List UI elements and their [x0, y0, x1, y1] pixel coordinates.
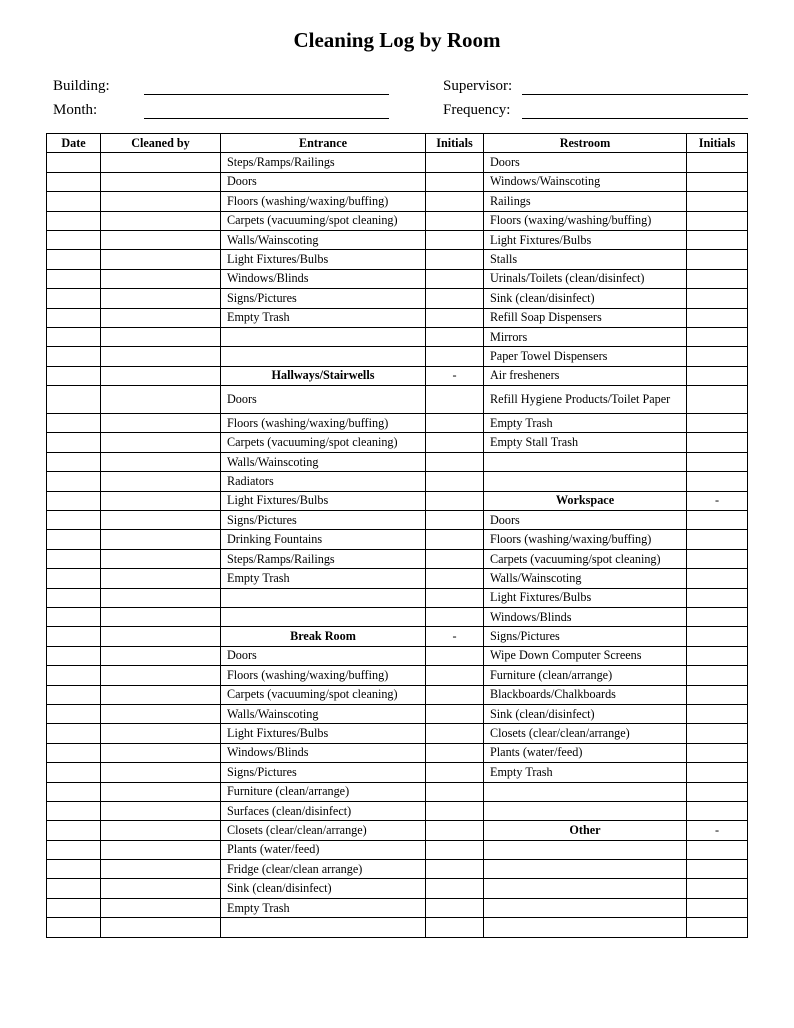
cleaned-by-cell[interactable]	[101, 472, 221, 491]
cleaned-by-cell[interactable]	[101, 801, 221, 820]
table-row	[47, 821, 748, 840]
task-cell: Air fresheners	[484, 366, 687, 385]
building-field[interactable]	[144, 94, 389, 95]
column-header-initials: Initials	[687, 134, 748, 153]
table-row	[47, 898, 748, 917]
initials-cell[interactable]	[687, 724, 748, 743]
initials-cell[interactable]	[687, 230, 748, 249]
date-cell[interactable]	[47, 433, 101, 452]
initials-cell[interactable]	[687, 666, 748, 685]
initials-cell[interactable]	[687, 308, 748, 327]
column-header-cleaned-by: Cleaned by	[101, 134, 221, 153]
column-header-initials: Initials	[426, 134, 484, 153]
cleaned-by-cell[interactable]	[101, 549, 221, 568]
task-cell: Empty Trash	[484, 414, 687, 433]
initials-cell[interactable]	[687, 879, 748, 898]
task-cell: Carpets (vacuuming/spot cleaning)	[221, 211, 426, 230]
table-row	[47, 269, 748, 288]
task-cell: Closets (clear/clean/arrange)	[484, 724, 687, 743]
task-cell	[484, 782, 687, 801]
table-row	[47, 530, 748, 549]
initials-cell[interactable]	[426, 347, 484, 366]
task-cell	[221, 347, 426, 366]
initials-cell[interactable]	[426, 704, 484, 723]
cleaned-by-cell[interactable]	[101, 414, 221, 433]
initials-cell[interactable]	[687, 743, 748, 762]
table-row	[47, 569, 748, 588]
task-cell: Walls/Wainscoting	[221, 452, 426, 471]
table-row	[47, 607, 748, 626]
cleaned-by-cell[interactable]	[101, 211, 221, 230]
initials-cell[interactable]	[426, 511, 484, 530]
date-cell[interactable]	[47, 250, 101, 269]
task-cell: Blackboards/Chalkboards	[484, 685, 687, 704]
date-cell[interactable]	[47, 666, 101, 685]
task-cell	[484, 452, 687, 471]
task-cell: Floors (washing/waxing/buffing)	[221, 192, 426, 211]
initials-cell[interactable]	[687, 840, 748, 859]
initials-cell: -	[687, 821, 748, 840]
date-cell[interactable]	[47, 588, 101, 607]
initials-cell[interactable]	[687, 386, 748, 414]
cleaned-by-cell[interactable]	[101, 918, 221, 937]
cleaned-by-cell[interactable]	[101, 192, 221, 211]
cleaned-by-cell[interactable]	[101, 269, 221, 288]
task-cell	[484, 918, 687, 937]
initials-cell[interactable]	[426, 840, 484, 859]
date-cell[interactable]	[47, 821, 101, 840]
task-cell: Walls/Wainscoting	[484, 569, 687, 588]
date-cell[interactable]	[47, 386, 101, 414]
initials-cell[interactable]	[687, 433, 748, 452]
task-cell	[221, 327, 426, 346]
table-row	[47, 840, 748, 859]
date-cell[interactable]	[47, 211, 101, 230]
section-heading: Break Room	[221, 627, 426, 646]
task-cell: Empty Trash	[484, 763, 687, 782]
task-cell: Fridge (clear/clean arrange)	[221, 860, 426, 879]
task-cell	[484, 472, 687, 491]
initials-cell[interactable]	[687, 588, 748, 607]
task-cell: Furniture (clean/arrange)	[484, 666, 687, 685]
task-cell	[221, 918, 426, 937]
table-row	[47, 211, 748, 230]
month-label: Month:	[53, 102, 98, 118]
initials-cell[interactable]	[426, 230, 484, 249]
date-cell[interactable]	[47, 549, 101, 568]
building-label: Building:	[53, 78, 110, 94]
cleaned-by-cell[interactable]	[101, 386, 221, 414]
table-row	[47, 452, 748, 471]
initials-cell[interactable]	[426, 433, 484, 452]
date-cell[interactable]	[47, 743, 101, 762]
cleaned-by-cell[interactable]	[101, 666, 221, 685]
cleaned-by-cell[interactable]	[101, 685, 221, 704]
initials-cell[interactable]	[426, 250, 484, 269]
initials-cell[interactable]	[687, 918, 748, 937]
initials-cell[interactable]	[426, 743, 484, 762]
table-row	[47, 860, 748, 879]
date-cell[interactable]	[47, 308, 101, 327]
initials-cell[interactable]	[687, 530, 748, 549]
initials-cell[interactable]	[426, 153, 484, 172]
column-header-restroom: Restroom	[484, 134, 687, 153]
task-cell: Floors (waxing/washing/buffing)	[484, 211, 687, 230]
cleaned-by-cell[interactable]	[101, 763, 221, 782]
table-row	[47, 918, 748, 937]
frequency-label: Frequency:	[443, 102, 511, 118]
initials-cell[interactable]	[426, 172, 484, 191]
date-cell[interactable]	[47, 472, 101, 491]
task-cell: Light Fixtures/Bulbs	[221, 491, 426, 510]
date-cell[interactable]	[47, 918, 101, 937]
date-cell[interactable]	[47, 289, 101, 308]
initials-cell: -	[687, 491, 748, 510]
cleaned-by-cell[interactable]	[101, 860, 221, 879]
task-cell	[484, 860, 687, 879]
initials-cell[interactable]	[426, 472, 484, 491]
cleaned-by-cell[interactable]	[101, 743, 221, 762]
initials-cell[interactable]	[687, 549, 748, 568]
initials-cell[interactable]	[426, 860, 484, 879]
initials-cell: -	[426, 627, 484, 646]
task-cell: Windows/Blinds	[221, 743, 426, 762]
initials-cell[interactable]	[426, 879, 484, 898]
table-row	[47, 308, 748, 327]
date-cell[interactable]	[47, 452, 101, 471]
initials-cell[interactable]	[687, 685, 748, 704]
task-cell: Signs/Pictures	[221, 511, 426, 530]
date-cell[interactable]	[47, 366, 101, 385]
task-cell: Carpets (vacuuming/spot cleaning)	[221, 685, 426, 704]
supervisor-field[interactable]	[522, 94, 748, 95]
table-row	[47, 646, 748, 665]
initials-cell[interactable]	[426, 588, 484, 607]
task-cell: Plants (water/feed)	[221, 840, 426, 859]
initials-cell[interactable]	[687, 347, 748, 366]
task-cell: Floors (washing/waxing/buffing)	[484, 530, 687, 549]
section-heading: Hallways/Stairwells	[221, 366, 426, 385]
cleaned-by-cell[interactable]	[101, 879, 221, 898]
section-heading: Other	[484, 821, 687, 840]
task-cell	[221, 588, 426, 607]
cleaned-by-cell[interactable]	[101, 452, 221, 471]
initials-cell[interactable]	[687, 801, 748, 820]
table-row	[47, 685, 748, 704]
table-row	[47, 386, 748, 414]
task-cell: Carpets (vacuuming/spot cleaning)	[484, 549, 687, 568]
cleaned-by-cell[interactable]	[101, 627, 221, 646]
initials-cell[interactable]	[426, 898, 484, 917]
initials-cell[interactable]	[426, 763, 484, 782]
table-row	[47, 666, 748, 685]
cleaned-by-cell[interactable]	[101, 821, 221, 840]
table-row	[47, 433, 748, 452]
cleaned-by-cell[interactable]	[101, 588, 221, 607]
initials-cell[interactable]	[426, 491, 484, 510]
initials-cell[interactable]	[687, 250, 748, 269]
task-cell: Surfaces (clean/disinfect)	[221, 801, 426, 820]
task-cell: Doors	[484, 511, 687, 530]
initials-cell[interactable]	[687, 327, 748, 346]
cleaned-by-cell[interactable]	[101, 347, 221, 366]
initials-cell[interactable]	[426, 782, 484, 801]
task-cell: Railings	[484, 192, 687, 211]
task-cell: Windows/Blinds	[221, 269, 426, 288]
initials-cell[interactable]	[687, 366, 748, 385]
date-cell[interactable]	[47, 569, 101, 588]
task-cell: Signs/Pictures	[221, 763, 426, 782]
initials-cell[interactable]	[426, 192, 484, 211]
table-row	[47, 511, 748, 530]
task-cell: Empty Trash	[221, 308, 426, 327]
task-cell	[484, 879, 687, 898]
task-cell: Wipe Down Computer Screens	[484, 646, 687, 665]
task-cell: Light Fixtures/Bulbs	[484, 588, 687, 607]
task-cell: Doors	[221, 646, 426, 665]
task-cell: Light Fixtures/Bulbs	[484, 230, 687, 249]
task-cell: Drinking Fountains	[221, 530, 426, 549]
date-cell[interactable]	[47, 840, 101, 859]
initials-cell[interactable]	[687, 782, 748, 801]
task-cell: Doors	[221, 386, 426, 414]
table-row	[47, 230, 748, 249]
task-cell	[484, 898, 687, 917]
date-cell[interactable]	[47, 782, 101, 801]
initials-cell[interactable]	[687, 607, 748, 626]
task-cell: Signs/Pictures	[484, 627, 687, 646]
initials-cell[interactable]	[687, 153, 748, 172]
date-cell[interactable]	[47, 172, 101, 191]
task-cell	[484, 840, 687, 859]
initials-cell[interactable]	[687, 289, 748, 308]
initials-cell[interactable]	[426, 269, 484, 288]
cleaned-by-cell[interactable]	[101, 172, 221, 191]
initials-cell[interactable]	[426, 386, 484, 414]
initials-cell[interactable]	[687, 192, 748, 211]
section-heading: Workspace	[484, 491, 687, 510]
table-row	[47, 704, 748, 723]
task-cell: Closets (clear/clean/arrange)	[221, 821, 426, 840]
task-cell: Doors	[221, 172, 426, 191]
table-row	[47, 549, 748, 568]
initials-cell[interactable]	[687, 511, 748, 530]
cleaned-by-cell[interactable]	[101, 724, 221, 743]
date-cell[interactable]	[47, 230, 101, 249]
date-cell[interactable]	[47, 763, 101, 782]
initials-cell[interactable]	[687, 763, 748, 782]
initials-cell[interactable]	[687, 898, 748, 917]
cleaning-log-table	[46, 133, 748, 938]
initials-cell[interactable]	[687, 704, 748, 723]
task-cell: Refill Hygiene Products/Toilet Paper	[484, 386, 687, 414]
date-cell[interactable]	[47, 724, 101, 743]
table-row	[47, 172, 748, 191]
initials-cell[interactable]	[426, 452, 484, 471]
date-cell[interactable]	[47, 879, 101, 898]
cleaned-by-cell[interactable]	[101, 782, 221, 801]
cleaned-by-cell[interactable]	[101, 840, 221, 859]
initials-cell[interactable]	[426, 308, 484, 327]
task-cell: Mirrors	[484, 327, 687, 346]
table-row	[47, 782, 748, 801]
initials-cell[interactable]	[426, 549, 484, 568]
task-cell: Windows/Blinds	[484, 607, 687, 626]
task-cell: Stalls	[484, 250, 687, 269]
initials-cell[interactable]	[687, 646, 748, 665]
task-cell: Empty Trash	[221, 569, 426, 588]
cleaned-by-cell[interactable]	[101, 898, 221, 917]
table-row	[47, 472, 748, 491]
task-cell: Sink (clean/disinfect)	[484, 289, 687, 308]
initials-cell[interactable]	[426, 666, 484, 685]
initials-cell[interactable]	[687, 269, 748, 288]
cleaned-by-cell[interactable]	[101, 607, 221, 626]
cleaned-by-cell[interactable]	[101, 433, 221, 452]
initials-cell[interactable]	[687, 627, 748, 646]
date-cell[interactable]	[47, 347, 101, 366]
initials-cell[interactable]	[426, 530, 484, 549]
date-cell[interactable]	[47, 860, 101, 879]
initials-cell[interactable]	[687, 569, 748, 588]
initials-cell[interactable]	[426, 685, 484, 704]
table-row	[47, 414, 748, 433]
initials-cell[interactable]	[426, 724, 484, 743]
table-row	[47, 289, 748, 308]
column-header-entrance: Entrance	[221, 134, 426, 153]
initials-cell: -	[426, 366, 484, 385]
column-header-date: Date	[47, 134, 101, 153]
task-cell: Furniture (clean/arrange)	[221, 782, 426, 801]
supervisor-label: Supervisor:	[443, 78, 513, 94]
task-cell: Plants (water/feed)	[484, 743, 687, 762]
table-row	[47, 588, 748, 607]
cleaned-by-cell[interactable]	[101, 491, 221, 510]
cleaned-by-cell[interactable]	[101, 366, 221, 385]
table-row	[47, 491, 748, 510]
initials-cell[interactable]	[687, 211, 748, 230]
date-cell[interactable]	[47, 607, 101, 626]
task-cell: Steps/Ramps/Railings	[221, 153, 426, 172]
initials-cell[interactable]	[426, 414, 484, 433]
frequency-field[interactable]	[522, 118, 748, 119]
task-cell: Walls/Wainscoting	[221, 704, 426, 723]
initials-cell[interactable]	[426, 646, 484, 665]
table-row	[47, 724, 748, 743]
date-cell[interactable]	[47, 627, 101, 646]
date-cell[interactable]	[47, 153, 101, 172]
task-cell: Walls/Wainscoting	[221, 230, 426, 249]
date-cell[interactable]	[47, 704, 101, 723]
task-cell	[221, 607, 426, 626]
table-row	[47, 879, 748, 898]
table-row	[47, 801, 748, 820]
month-field[interactable]	[144, 118, 389, 119]
task-cell: Empty Trash	[221, 898, 426, 917]
cleaned-by-cell[interactable]	[101, 511, 221, 530]
cleaned-by-cell[interactable]	[101, 289, 221, 308]
task-cell: Radiators	[221, 472, 426, 491]
date-cell[interactable]	[47, 898, 101, 917]
cleaned-by-cell[interactable]	[101, 530, 221, 549]
initials-cell[interactable]	[426, 607, 484, 626]
table-row	[47, 763, 748, 782]
table-row	[47, 250, 748, 269]
cleaned-by-cell[interactable]	[101, 250, 221, 269]
date-cell[interactable]	[47, 269, 101, 288]
initials-cell[interactable]	[687, 860, 748, 879]
date-cell[interactable]	[47, 646, 101, 665]
initials-cell[interactable]	[687, 452, 748, 471]
task-cell: Floors (washing/waxing/buffing)	[221, 414, 426, 433]
date-cell[interactable]	[47, 491, 101, 510]
task-cell: Sink (clean/disinfect)	[484, 704, 687, 723]
initials-cell[interactable]	[687, 472, 748, 491]
task-cell: Urinals/Toilets (clean/disinfect)	[484, 269, 687, 288]
initials-cell[interactable]	[426, 211, 484, 230]
table-row	[47, 192, 748, 211]
task-cell: Refill Soap Dispensers	[484, 308, 687, 327]
initials-cell[interactable]	[687, 172, 748, 191]
cleaned-by-cell[interactable]	[101, 569, 221, 588]
cleaned-by-cell[interactable]	[101, 153, 221, 172]
table-row	[47, 366, 748, 385]
task-cell: Steps/Ramps/Railings	[221, 549, 426, 568]
date-cell[interactable]	[47, 801, 101, 820]
initials-cell[interactable]	[426, 918, 484, 937]
cleaned-by-cell[interactable]	[101, 646, 221, 665]
cleaned-by-cell[interactable]	[101, 308, 221, 327]
task-cell: Floors (washing/waxing/buffing)	[221, 666, 426, 685]
task-cell: Carpets (vacuuming/spot cleaning)	[221, 433, 426, 452]
task-cell: Sink (clean/disinfect)	[221, 879, 426, 898]
date-cell[interactable]	[47, 192, 101, 211]
date-cell[interactable]	[47, 414, 101, 433]
cleaned-by-cell[interactable]	[101, 230, 221, 249]
page-title: Cleaning Log by Room	[293, 28, 501, 52]
cleaned-by-cell[interactable]	[101, 704, 221, 723]
table-row	[47, 347, 748, 366]
initials-cell[interactable]	[426, 327, 484, 346]
table-header-row	[47, 134, 748, 153]
date-cell[interactable]	[47, 511, 101, 530]
task-cell: Doors	[484, 153, 687, 172]
initials-cell[interactable]	[426, 289, 484, 308]
task-cell: Empty Stall Trash	[484, 433, 687, 452]
task-cell: Signs/Pictures	[221, 289, 426, 308]
initials-cell[interactable]	[426, 569, 484, 588]
initials-cell[interactable]	[687, 414, 748, 433]
task-cell: Windows/Wainscoting	[484, 172, 687, 191]
date-cell[interactable]	[47, 327, 101, 346]
table-row	[47, 743, 748, 762]
initials-cell[interactable]	[426, 821, 484, 840]
date-cell[interactable]	[47, 530, 101, 549]
task-cell: Light Fixtures/Bulbs	[221, 250, 426, 269]
table-row	[47, 327, 748, 346]
table-row	[47, 153, 748, 172]
cleaned-by-cell[interactable]	[101, 327, 221, 346]
task-cell: Paper Towel Dispensers	[484, 347, 687, 366]
date-cell[interactable]	[47, 685, 101, 704]
initials-cell[interactable]	[426, 801, 484, 820]
task-cell	[484, 801, 687, 820]
task-cell: Light Fixtures/Bulbs	[221, 724, 426, 743]
table-row	[47, 627, 748, 646]
